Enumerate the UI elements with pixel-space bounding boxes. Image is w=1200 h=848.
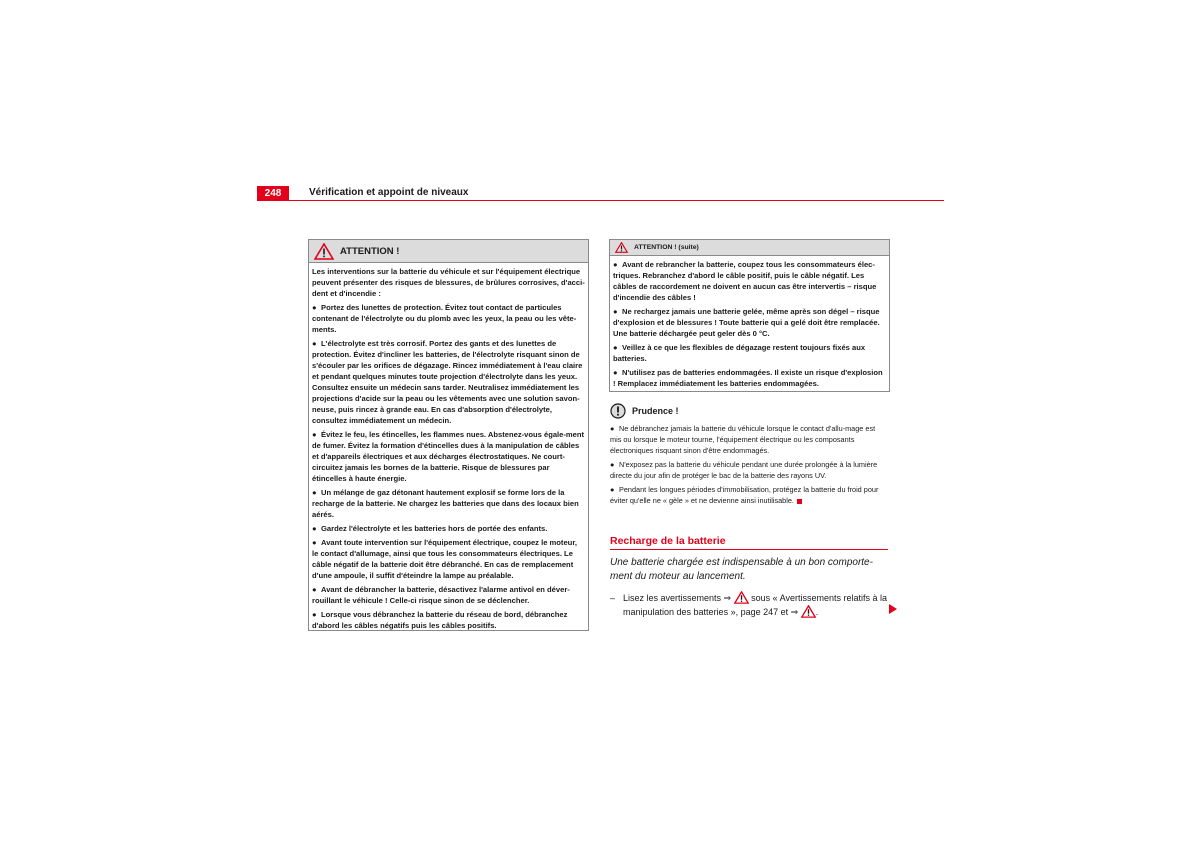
warning-item: ● L'électrolyte est très corrosif. Portez des gants et des lunettes de protection. Évitez d'incliner les batteries, de l'électrolyte risquant sinon de s'écouler par les orifices de dégazage. Rincez immédiatement à l'eau claire et pendant quelques minutes toute projection d'électrolyte dans les yeux. Consultez ensuite un médecin sans tarder. Neutralisez immédiatement les projections d'acide sur la peau ou les vêtements avec une solution savon-neuse, puis rincez à grande eau. En cas d'absorption d'électrolyte, consultez immédiatement un médecin. [312,339,583,425]
warning-box [308,239,589,631]
section-heading: Recharge de la batterie [610,535,888,550]
warning-box-continued-title: ATTENTION ! (suite) [634,244,699,251]
continue-arrow-icon [889,604,897,614]
instruction-step [610,591,890,619]
warning-triangle-icon[interactable] [801,605,816,618]
prudence-title: Prudence ! [632,406,679,416]
warning-item: ● Un mélange de gaz détonant hautement explosif se forme lors de la recharge de la batterie. Ne chargez les batteries que dans des locaux bien aérés. [312,488,579,519]
page-number: 248 [257,186,289,201]
step-text: Lisez les avertissements ⇒ sous « Avertissements relatifs à la manipulation des batteries », page 247 et ⇒ . [623,593,888,617]
warning-item: ● N'utilisez pas de batteries endommagées. Il existe un risque d'explosion ! Remplacez immédiatement les batteries endommagées. [613,368,883,388]
bullet-icon: ● [312,610,317,619]
prudence-item: ● Pendant les longues périodes d'immobilisation, protégez la batterie du froid pour éviter qu'elle ne « gèle » et ne devienne ainsi inutilisable. [610,485,879,505]
warning-item: ● Ne rechargez jamais une batterie gelée, même après son dégel – risque d'explosion et de blessures ! Toute batterie qui a gelé doit être remplacée. Une batterie déchargée peut geler dès 0 °C. [613,307,880,338]
prudence-item: ● Ne débranchez jamais la batterie du véhicule lorsque le contact d'allu-mage est mis ou lorsque le moteur tourne, l'équipement électrique ou les composants électroniques risquant sinon d'être endommagés. [610,424,876,455]
bullet-icon: ● [613,343,618,352]
step-dash: – [610,593,616,603]
bullet-icon: ● [610,485,615,494]
bullet-icon: ● [312,339,317,348]
warning-triangle-icon [615,242,628,253]
prudence-item: ● N'exposez pas la batterie du véhicule pendant une durée prolongée à la lumière directe du jour afin de protéger le bac de la batterie des rayons UV. [610,460,878,480]
bullet-icon: ● [613,368,618,377]
warning-intro: Les interventions sur la batterie du véhicule et sur l'équipement électrique peuvent présenter des risques de blessures, de brûlures corrosives, d'acci-dent et d'incendie : [312,267,585,298]
warning-triangle-icon [314,243,334,260]
prudence-header [610,403,679,419]
bullet-icon: ● [610,424,615,433]
warning-box-title: ATTENTION ! [340,245,400,257]
warning-box-continued-header [610,240,889,256]
caution-circle-icon [610,403,626,419]
warning-item: ● Gardez l'électrolyte et les batteries hors de portée des enfants. [312,524,548,533]
warning-item: ● Portez des lunettes de protection. Évitez tout contact de particules contenant de l'électrolyte ou du plomb avec les yeux, la peau ou les vête-ments. [312,303,577,334]
warning-item: ● Avant toute intervention sur l'équipement électrique, coupez le moteur, le contact d'allumage, ainsi que tous les consommateurs électriques. Le câble négatif de la batterie doit être débranché. En cas de remplacement d'une ampoule, il suffit d'éteindre la lampe au préalable. [312,538,577,580]
section-intro: Une batterie chargée est indispensable à un bon comporte-ment du moteur au lancement. [610,557,873,582]
warning-item: ● Avant de débrancher la batterie, désactivez l'alarme antivol en déver-rouillant le véhicule ! Celle-ci risque sinon de se déclencher. [312,585,570,605]
warning-item: ● Évitez le feu, les étincelles, les flammes nues. Abstenez-vous égale-ment de fumer. Évitez la formation d'étincelles dues à la manipulation de câbles et d'appareils électriques et aux décharges électrostatiques. Ne court-circuitez jamais les bornes de la batterie. Risque de blessures par étincelles à haute énergie. [312,430,585,483]
warning-box-continued-body [610,256,889,395]
warning-item: ● Avant de rebrancher la batterie, coupez tous les consommateurs élec-triques. Rebranchez d'abord le câble positif, puis le câble négatif. Les câbles de raccordement ne doivent en aucun cas être intervertis – risque d'incendie des câbles ! [613,260,877,302]
page-header-title: Vérification et appoint de niveaux [309,187,469,198]
header-divider [257,200,944,201]
prudence-body [610,423,888,509]
bullet-icon: ● [312,430,317,439]
warning-item: ● Veillez à ce que les flexibles de dégazage restent toujours fixés aux batteries. [613,343,866,363]
bullet-icon: ● [610,460,615,469]
end-of-section-icon [797,499,802,504]
bullet-icon: ● [312,488,317,497]
warning-item: ● Lorsque vous débranchez la batterie du réseau de bord, débranchez d'abord les câbles négatifs puis les câbles positifs. [312,610,568,630]
bullet-icon: ● [312,538,317,547]
warning-triangle-icon[interactable] [734,591,749,604]
warning-box-body [309,263,588,637]
warning-box-header [309,240,588,263]
bullet-icon: ● [312,524,317,533]
bullet-icon: ● [613,307,618,316]
bullet-icon: ● [312,303,317,312]
bullet-icon: ● [312,585,317,594]
warning-box-continued [609,239,890,392]
bullet-icon: ● [613,260,618,269]
